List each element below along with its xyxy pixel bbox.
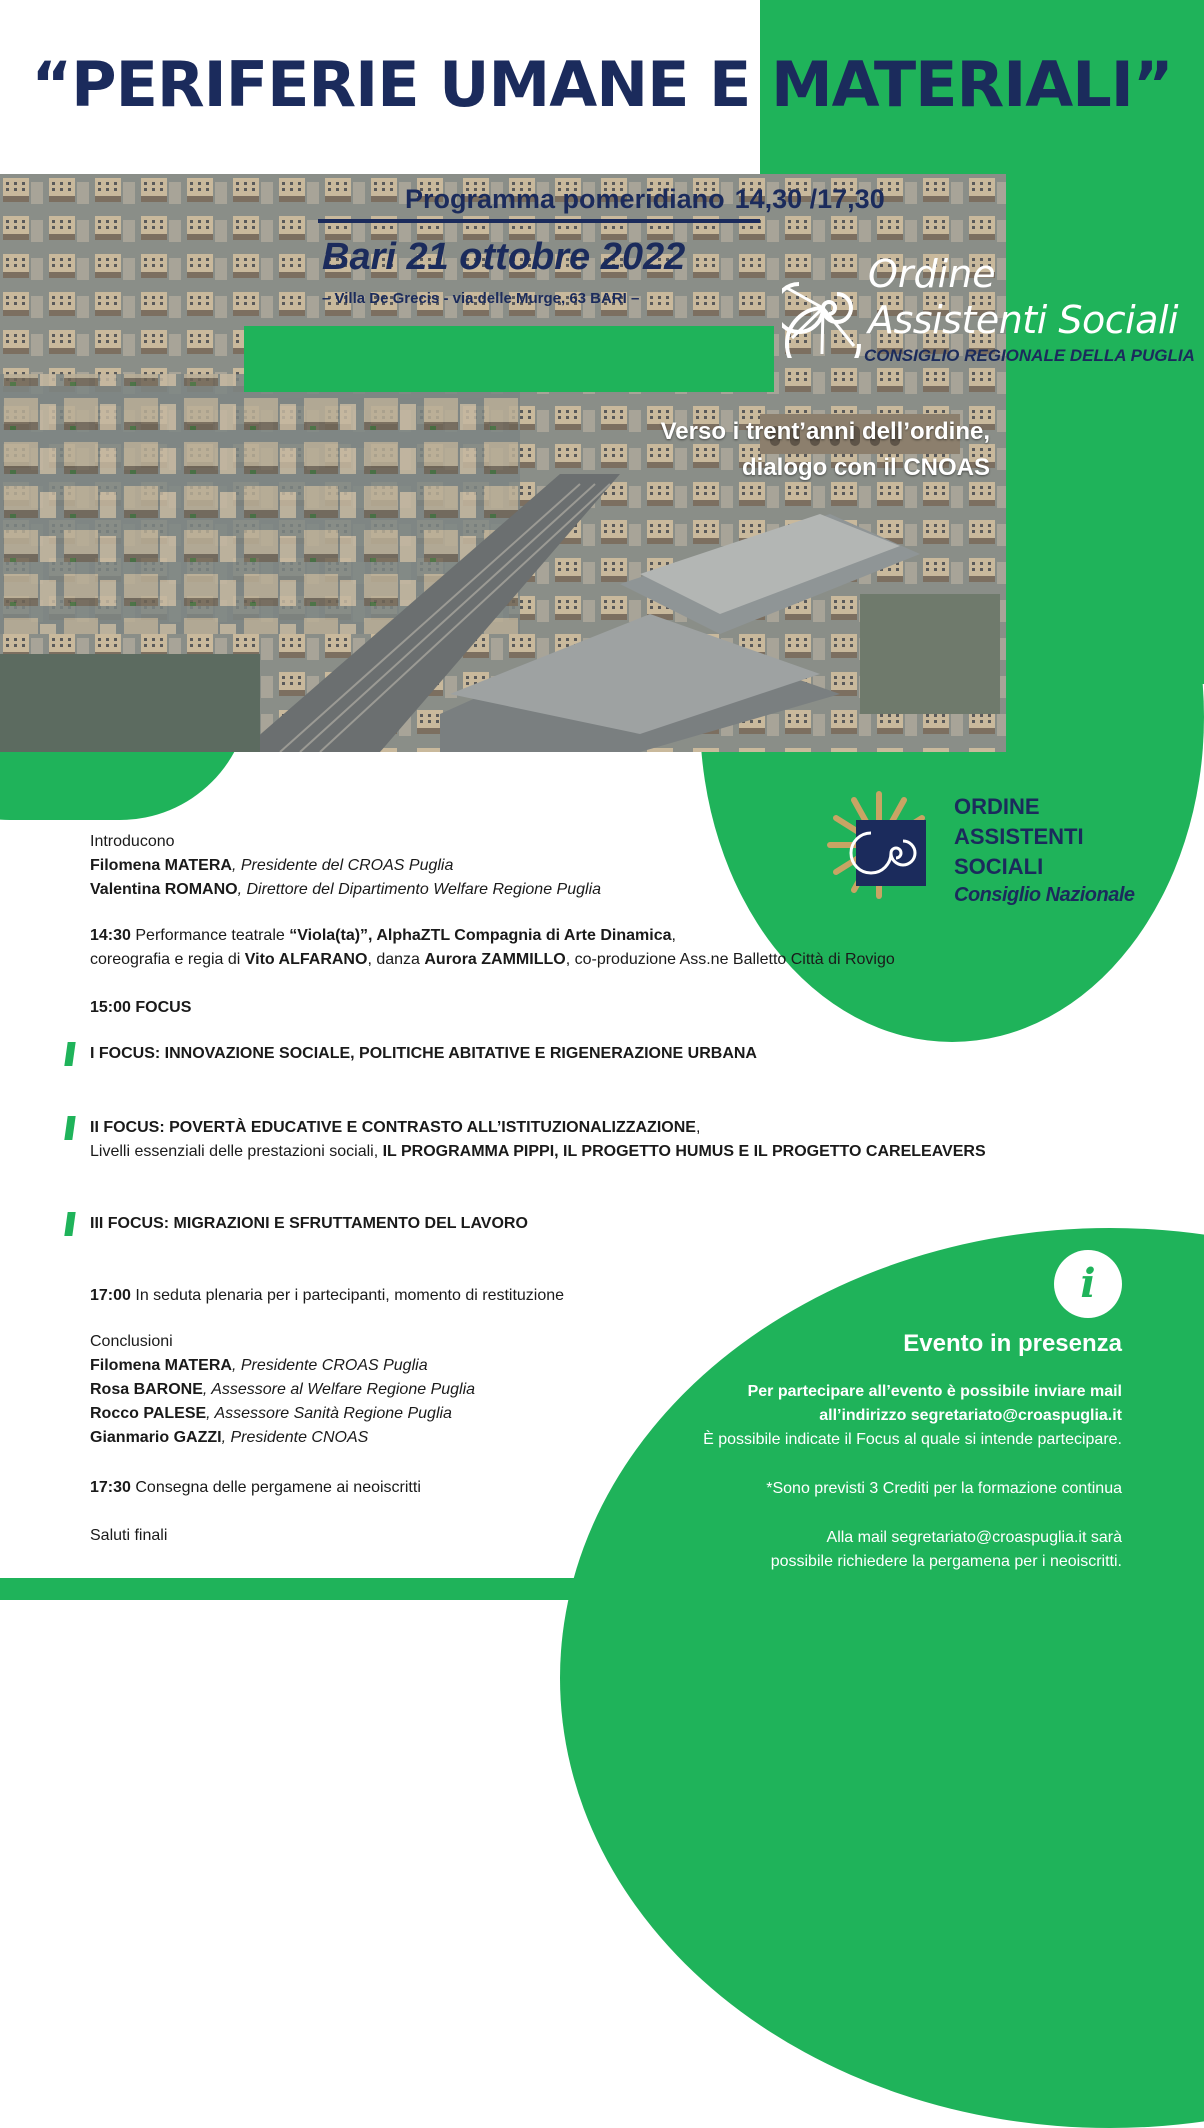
performance-title: “Viola(ta)”, AlphaZTL Compagnia di Arte Dinamica bbox=[289, 927, 672, 944]
speaker-role: , Presidente CROAS Puglia bbox=[231, 1357, 428, 1374]
performance-text: Performance teatrale bbox=[130, 927, 290, 944]
venue-green-band bbox=[244, 326, 774, 392]
conclusion-speaker bbox=[90, 1402, 452, 1426]
program-line bbox=[405, 184, 885, 215]
speaker-name: Rocco PALESE bbox=[90, 1405, 207, 1422]
speaker-name: Rosa BARONE bbox=[90, 1381, 203, 1398]
performance-time: 14:30 bbox=[90, 927, 131, 944]
national-logo-line1: ORDINE bbox=[954, 794, 1040, 819]
photo-corner-mask bbox=[0, 174, 244, 334]
intro-speaker bbox=[90, 854, 453, 878]
right-green-block bbox=[1006, 392, 1204, 684]
focus-sub-text: Livelli essenziali delle prestazioni sociali, bbox=[90, 1143, 383, 1160]
conclusions-label: Conclusioni bbox=[90, 1333, 173, 1350]
national-logo-line2: ASSISTENTI bbox=[954, 824, 1084, 849]
intro-label: Introducono bbox=[90, 833, 175, 850]
program-time: 14,30 /17,30 bbox=[734, 184, 885, 214]
speaker-role: , Presidente del CROAS Puglia bbox=[231, 857, 454, 874]
speaker-name: Filomena MATERA bbox=[90, 1357, 232, 1374]
info-line5: Alla mail segretariato@croaspuglia.it sarà bbox=[826, 1529, 1122, 1546]
speaker-role: , Assessore al Welfare Regione Puglia bbox=[202, 1381, 476, 1398]
parchment-line bbox=[90, 1476, 421, 1500]
performance-line2 bbox=[90, 948, 895, 972]
page-title: “PERIFERIE UMANE E MATERIALI” bbox=[31, 48, 1173, 121]
program-label: Programma pomeridiano bbox=[405, 184, 725, 214]
tagline-line2: dialogo con il CNOAS bbox=[741, 454, 990, 481]
speaker-role: , Assessore Sanità Regione Puglia bbox=[206, 1405, 452, 1422]
conclusion-speaker bbox=[90, 1354, 428, 1378]
speaker-role: , Direttore del Dipartimento Welfare Regione Puglia bbox=[237, 881, 602, 898]
focus-bullet-bar bbox=[64, 1116, 75, 1140]
header-rule bbox=[318, 219, 760, 223]
parchment-text: Consegna delle pergamene ai neoiscritti bbox=[130, 1479, 421, 1496]
speaker-name: Filomena MATERA bbox=[90, 857, 232, 874]
event-date: Bari 21 ottobre 2022 bbox=[322, 236, 686, 278]
info-title: Evento in presenza bbox=[903, 1330, 1122, 1357]
info-line2: all’indirizzo segretariato@croaspuglia.it bbox=[819, 1407, 1122, 1424]
tagline bbox=[520, 414, 990, 486]
speaker-role: , Presidente CNOAS bbox=[221, 1429, 369, 1446]
choreographer-name: Vito ALFARANO bbox=[244, 951, 368, 968]
dancer-name: Aurora ZAMMILLO bbox=[424, 951, 566, 968]
focus-heading: 15:00 FOCUS bbox=[90, 999, 192, 1016]
info-line1: Per partecipare all’evento è possibile inviare mail bbox=[747, 1383, 1122, 1400]
focus-item bbox=[90, 1116, 700, 1140]
regional-logo-line1: Ordine bbox=[868, 252, 996, 296]
focus-title: III FOCUS: MIGRAZIONI E SFRUTTAMENTO DEL LAVORO bbox=[90, 1215, 528, 1232]
focus-sub-bold: IL PROGRAMMA PIPPI, IL PROGETTO HUMUS E IL PROGETTO CARELEAVERS bbox=[382, 1143, 986, 1160]
focus-title: I FOCUS: INNOVAZIONE SOCIALE, POLITICHE ABITATIVE E RIGENERAZIONE URBANA bbox=[90, 1045, 757, 1062]
cnoas-logo-icon bbox=[826, 790, 932, 900]
performance-credit: coreografia e regia di bbox=[90, 951, 245, 968]
nautilus-shell-logo-icon bbox=[782, 258, 864, 358]
national-logo-line4: Consiglio Nazionale bbox=[954, 884, 1135, 906]
national-logo-line3: SOCIALI bbox=[954, 854, 1044, 879]
plenary-text: In seduta plenaria per i partecipanti, momento di restituzione bbox=[130, 1287, 565, 1304]
event-venue: – Villa De Grecis - via delle Murge, 63 BARI – bbox=[322, 290, 640, 307]
intro-speaker bbox=[90, 878, 601, 902]
info-icon: i bbox=[1080, 1260, 1096, 1307]
regional-logo-line2: Assistenti Sociali bbox=[868, 298, 1179, 342]
parchment-time: 17:30 bbox=[90, 1479, 131, 1496]
focus-bullet-bar bbox=[64, 1212, 75, 1236]
focus-subtitle bbox=[90, 1140, 986, 1164]
info-line3: È possibile indicate il Focus al quale si intende partecipare. bbox=[703, 1431, 1122, 1448]
performance-credit: , co-produzione Ass.ne Balletto Città di Rovigo bbox=[565, 951, 895, 968]
plenary-time: 17:00 bbox=[90, 1287, 131, 1304]
bottom-green-strip bbox=[0, 1578, 1204, 1600]
focus-title: II FOCUS: POVERTÀ EDUCATIVE E CONTRASTO ALL’ISTITUZIONALIZZAZIONE bbox=[90, 1119, 696, 1136]
regional-logo-line3: CONSIGLIO REGIONALE DELLA PUGLIA bbox=[864, 346, 1195, 365]
focus-bullet-bar bbox=[64, 1042, 75, 1066]
tagline-line1: Verso i trent’anni dell’ordine, bbox=[660, 418, 990, 445]
speaker-name: Gianmario GAZZI bbox=[90, 1429, 222, 1446]
info-line4: *Sono previsti 3 Crediti per la formazione continua bbox=[766, 1480, 1122, 1497]
focus-punct: , bbox=[695, 1119, 701, 1136]
conclusion-speaker bbox=[90, 1378, 475, 1402]
plenary-line bbox=[90, 1284, 564, 1308]
info-line6: possibile richiedere la pergamena per i neoiscritti. bbox=[770, 1553, 1122, 1570]
performance-punct: , bbox=[671, 927, 676, 944]
bottom-green-circle bbox=[560, 1228, 1204, 2128]
closing-greetings: Saluti finali bbox=[90, 1527, 168, 1544]
speaker-name: Valentina ROMANO bbox=[90, 881, 238, 898]
performance-credit: , danza bbox=[367, 951, 425, 968]
performance-line1 bbox=[90, 924, 676, 948]
conclusion-speaker bbox=[90, 1426, 368, 1450]
